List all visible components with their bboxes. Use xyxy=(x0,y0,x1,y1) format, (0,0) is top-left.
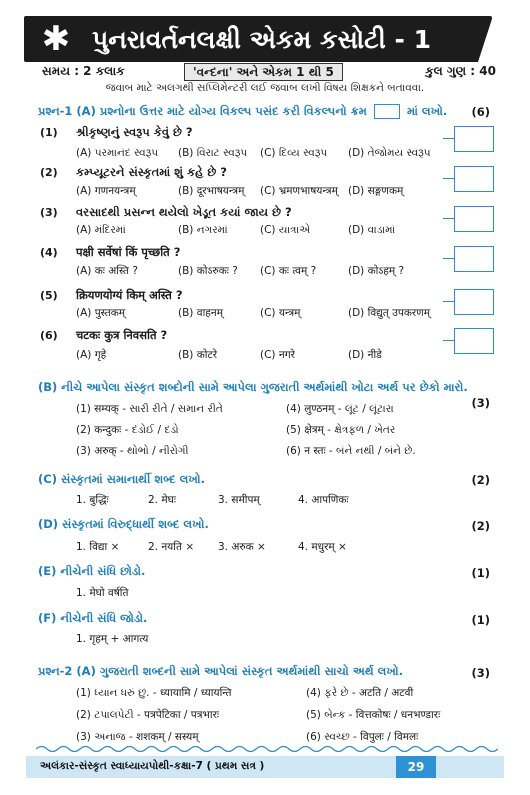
option-a: (A) पुस्तकम् xyxy=(76,307,126,319)
option-c: (C) દિવ્ય સ્વરૂપ xyxy=(260,147,328,159)
list-item: 3. अरुक × xyxy=(218,541,266,553)
page-title: પુનરાવર્તનલક્ષી એકમ કસોટી - 1 xyxy=(92,25,431,54)
item-stem: चटकः कुत्र निवसति ? xyxy=(76,328,168,342)
item-number: (4) xyxy=(40,246,58,259)
list-item: 1. विद्या × xyxy=(76,541,120,553)
option-d: (D) તેજોમય સ્વરૂપ xyxy=(348,147,431,159)
item-options xyxy=(76,348,456,364)
list-item: 1. गृहम् + आगत्य xyxy=(76,633,149,645)
question-1c-heading: (C) સંસ્કૃતમાં સમાનાર્થી શબ્દ લખો. xyxy=(38,472,206,486)
option-d: (D) विद्युत् उपकरणम् xyxy=(348,307,431,319)
option-c: (C) भ्रमणभाषयन्त्रम् xyxy=(260,185,338,197)
exam-meta xyxy=(36,63,496,81)
list-item: 4. आपणिकः xyxy=(298,494,349,506)
question-1e-heading: (E) નીચેની સંધિ છોડો. xyxy=(38,564,146,578)
option-b: (B) कोटरे xyxy=(178,349,218,361)
answer-box[interactable] xyxy=(454,289,494,315)
option-c: (C) कः त्वम् ? xyxy=(260,265,317,277)
item-stem: क्रियणयोग्यं किम् अस्ति ? xyxy=(76,288,183,302)
option-d: (D) सङ्गणकम् xyxy=(348,185,404,197)
item-number: (2) xyxy=(40,166,58,179)
answer-box[interactable] xyxy=(454,166,494,192)
word-pair: (1) ધ્યાન ધરું છું. - ध्यायामि / ध्यायन्ति xyxy=(76,687,232,699)
question-1f-marks: (1) xyxy=(471,613,490,627)
item-options xyxy=(76,264,456,280)
option-c: (C) नगरे xyxy=(260,349,295,361)
question-1c-marks: (2) xyxy=(471,473,490,487)
exam-total-marks: કુલ ગુણ : 40 xyxy=(425,64,496,78)
list-item: 2. मेघः xyxy=(148,494,176,506)
word-pair: (1) सम्यक् - સારી રીતે / સમાન રીતે xyxy=(76,403,223,415)
option-d: (D) नीडे xyxy=(348,349,382,361)
item-options xyxy=(76,184,456,200)
word-pair: (2) कन्दुकः - દંડોઈ / દડો xyxy=(76,424,179,436)
item-stem: વરસાદથી પ્રસન્ન થયેલો ખેડૂત કયાં જાય છે ? xyxy=(76,205,292,219)
list-item: 3. समीपम् xyxy=(218,494,260,506)
option-d: (D) कोऽहम् ? xyxy=(348,265,405,277)
question-2a-marks: (3) xyxy=(471,666,490,680)
question-1a-marks: (6) xyxy=(471,105,490,119)
item-stem: કમ્પ્યૂટરને સંસ્કૃતમાં શું કહે છે ? xyxy=(76,165,227,179)
list-item: 1. मेघो वर्षति xyxy=(76,587,129,599)
item-number: (6) xyxy=(40,329,58,342)
option-a: (A) गृहे xyxy=(76,349,107,361)
option-b: (B) कोऽरुकः ? xyxy=(178,265,238,277)
option-a: (A) गणनयन्त्रम् xyxy=(76,185,136,197)
item-options xyxy=(76,147,456,163)
question-1f-heading: (F) નીચેની સંધિ જોડો. xyxy=(38,611,148,625)
question-2a-heading: પ્રશ્ન-2 (A) ગુજરાતી શબ્દની સામે આપેલાં સંસ્કૃત અર્થમાંથી સાચો અર્થ લખો. xyxy=(38,664,404,678)
footer-title: અલંકાર-સંસ્કૃત સ્વાધ્યાયપોથી-કક્ષા-7 ( પ્રથમ સત્ર ) xyxy=(40,760,265,772)
list-item: 2. नयति × xyxy=(148,541,195,553)
word-pair: (6) સ્વચ્છ - विपुलः / विमलः xyxy=(306,731,419,743)
question-1a-text-end: માં લખો. xyxy=(406,104,448,118)
item-stem: पक्षी सर्वेषां किं पृच्छति ? xyxy=(76,245,181,259)
option-c: (C) यन्त्रम् xyxy=(260,307,301,319)
answer-box[interactable] xyxy=(454,328,494,354)
word-pair: (4) लुण्ठनम् - લૂંટ / લૂંટારા xyxy=(286,403,394,415)
option-a: (A) कः अस्ति ? xyxy=(76,265,138,277)
word-pair: (3) અનાજ - शशकम् / सस्यम् xyxy=(76,731,199,743)
question-1b-marks: (3) xyxy=(471,396,490,410)
item-stem: શ્રીકૃષ્ણનું સ્વરૂપ કેવું છે ? xyxy=(76,125,193,139)
question-1a-text: પ્રશ્ન-1 (A) પ્રશ્નોના ઉત્તર માટે યોગ્ય વિકલ્પ પસંદ કરી વિકલ્પનો ક્રમ xyxy=(38,104,367,118)
page-number: 29 xyxy=(396,756,436,778)
word-pair: (3) अरुक् - થોભો / નીરોગી xyxy=(76,445,189,457)
word-pair: (5) બેન્ક - वित्तकोषः / धनभण्डारः xyxy=(306,709,441,721)
exam-time: સમય : 2 કલાક xyxy=(42,64,125,78)
question-1d-heading: (D) સંસ્કૃતમાં વિરુદ્ધાર્થી શબ્દ લખો. xyxy=(38,517,209,531)
list-item: 4. मधुरम् × xyxy=(298,541,347,553)
answer-box[interactable] xyxy=(454,206,494,232)
exam-chapters: 'વન્દના' અને એકમ 1 થી 5 xyxy=(184,63,343,81)
question-1e-marks: (1) xyxy=(471,566,490,580)
option-c: (C) યાત્રાએ xyxy=(260,224,311,236)
item-number: (1) xyxy=(40,126,58,139)
option-b: (B) નગરમાં xyxy=(178,224,228,236)
answer-box[interactable] xyxy=(454,126,494,152)
option-b: (B) વિરાટ સ્વરૂપ xyxy=(178,147,248,159)
question-1a-heading xyxy=(38,104,447,119)
question-1b-heading: (B) નીચે આપેલા સંસ્કૃત શબ્દોની સામે આપેલા ગુજરાતી અર્થમાંથી ખોટા અર્થ પર છેકો મારો. xyxy=(38,380,468,394)
answer-box[interactable] xyxy=(454,246,494,272)
item-number: (5) xyxy=(40,289,58,302)
item-options xyxy=(76,306,456,322)
item-number: (3) xyxy=(40,206,58,219)
word-pair: (2) ટપાલપેટી - पत्रपेटिका / पत्रभारः xyxy=(76,709,220,721)
list-item: 1. बुद्धिः xyxy=(76,494,109,506)
option-b: (B) वाहनम् xyxy=(178,307,223,319)
option-a: (A) મંદિરમાં xyxy=(76,224,126,236)
option-a: (A) પરમાનંદ સ્વરૂપ xyxy=(76,147,159,159)
wave-divider xyxy=(36,744,498,754)
word-pair: (4) ફરે છે - अटति / अटवी xyxy=(306,687,414,699)
star-icon: ✱ xyxy=(41,19,71,59)
option-b: (B) दूरभाषयन्त्रम् xyxy=(178,185,245,197)
item-options xyxy=(76,224,456,240)
instruction-note: જવાબ માટે અલગથી સપ્લિમેન્ટરી લઈ જવાબ લખી વિષય શિક્ષકને બતાવવા. xyxy=(105,82,425,94)
inline-answer-box[interactable] xyxy=(374,104,400,119)
word-pair: (5) क्षेत्रम् - ક્ષેત્રફળ / ખેતર xyxy=(286,424,396,436)
word-pair: (6) न स्तः - બંને નથી / બંને છે. xyxy=(286,445,416,457)
option-d: (D) વાડામાં xyxy=(348,224,396,236)
question-1d-marks: (2) xyxy=(471,519,490,533)
